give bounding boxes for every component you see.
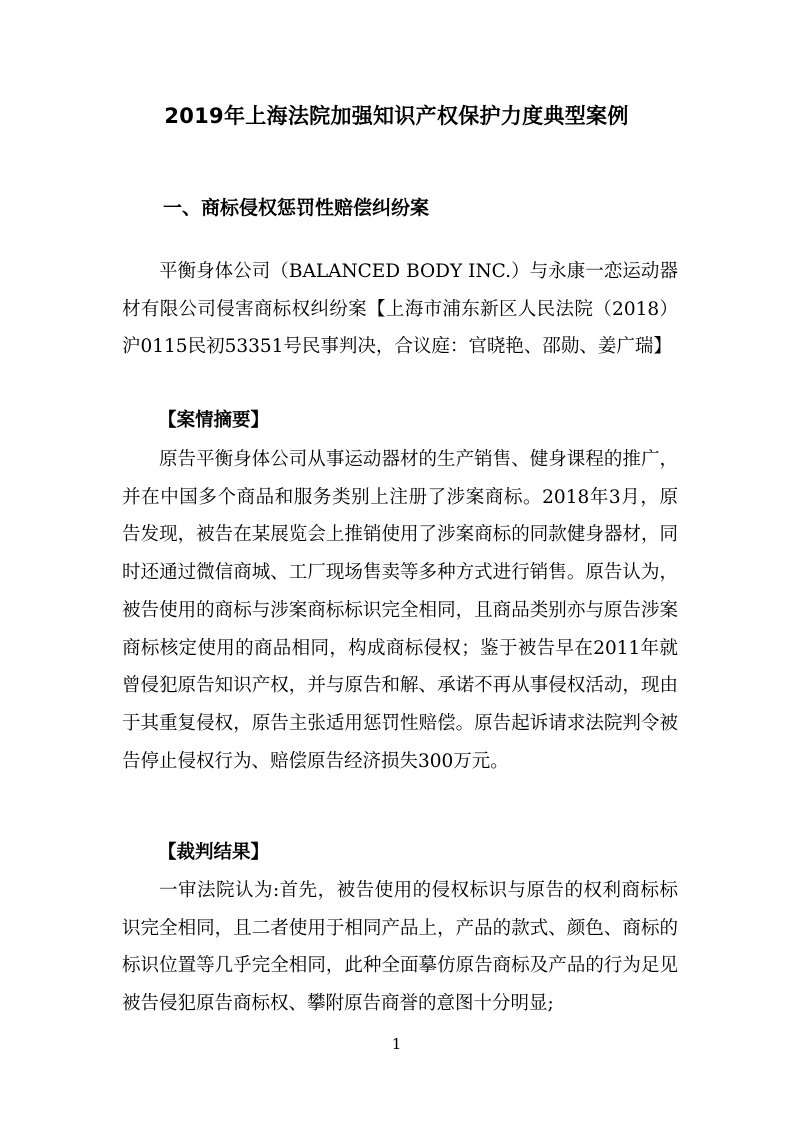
result-paragraph: 一审法院认为:首先，被告使用的侵权标识与原告的权利商标标识完全相同，且二者使用于相同产品上，产品的款式、颜色、商标的标识位置等几乎完全相同，此种全面摹仿原告商标及产品的行为足见被告侵犯原告商标权、攀附原告商誉的意图十分明显; [122,880,678,1015]
intro-paragraph: 平衡身体公司（BALANCED BODY INC.）与永康一恋运动器材有限公司侵害商标权纠纷案【上海市浦东新区人民法院（2018）沪0115民初53351号民事判决，合议庭：官晓艳、邵勋、姜广瑞】 [122,261,678,358]
summary-heading: 【案情摘要】 [158,410,270,431]
document-title: 2019年上海法院加强知识产权保护力度典型案例 [164,104,629,128]
result-heading: 【裁判结果】 [158,842,270,863]
summary-paragraph: 原告平衡身体公司从事运动器材的生产销售、健身课程的推广，并在中国多个商品和服务类别上注册了涉案商标。2018年3月，原告发现，被告在某展览会上推销使用了涉案商标的同款健身器材，同时还通过微信商城、工厂现场售卖等多种方式进行销售。原告认为，被告使用的商标与涉案商标标识完全相同，且商品类别亦与原告涉案商标核定使用的商品相同，构成商标侵权；鉴于被告早在2011年就曾侵犯原告知识产权，并与原告和解、承诺不再从事侵权活动，现由于其重复侵权，原告主张适用惩罚性赔偿。原告起诉请求法院判令被告停止侵权行为、赔偿原告经济损失300万元。 [122,449,678,772]
page-number: 1 [391,1035,402,1053]
section-heading: 一、商标侵权惩罚性赔偿纠纷案 [163,197,430,219]
